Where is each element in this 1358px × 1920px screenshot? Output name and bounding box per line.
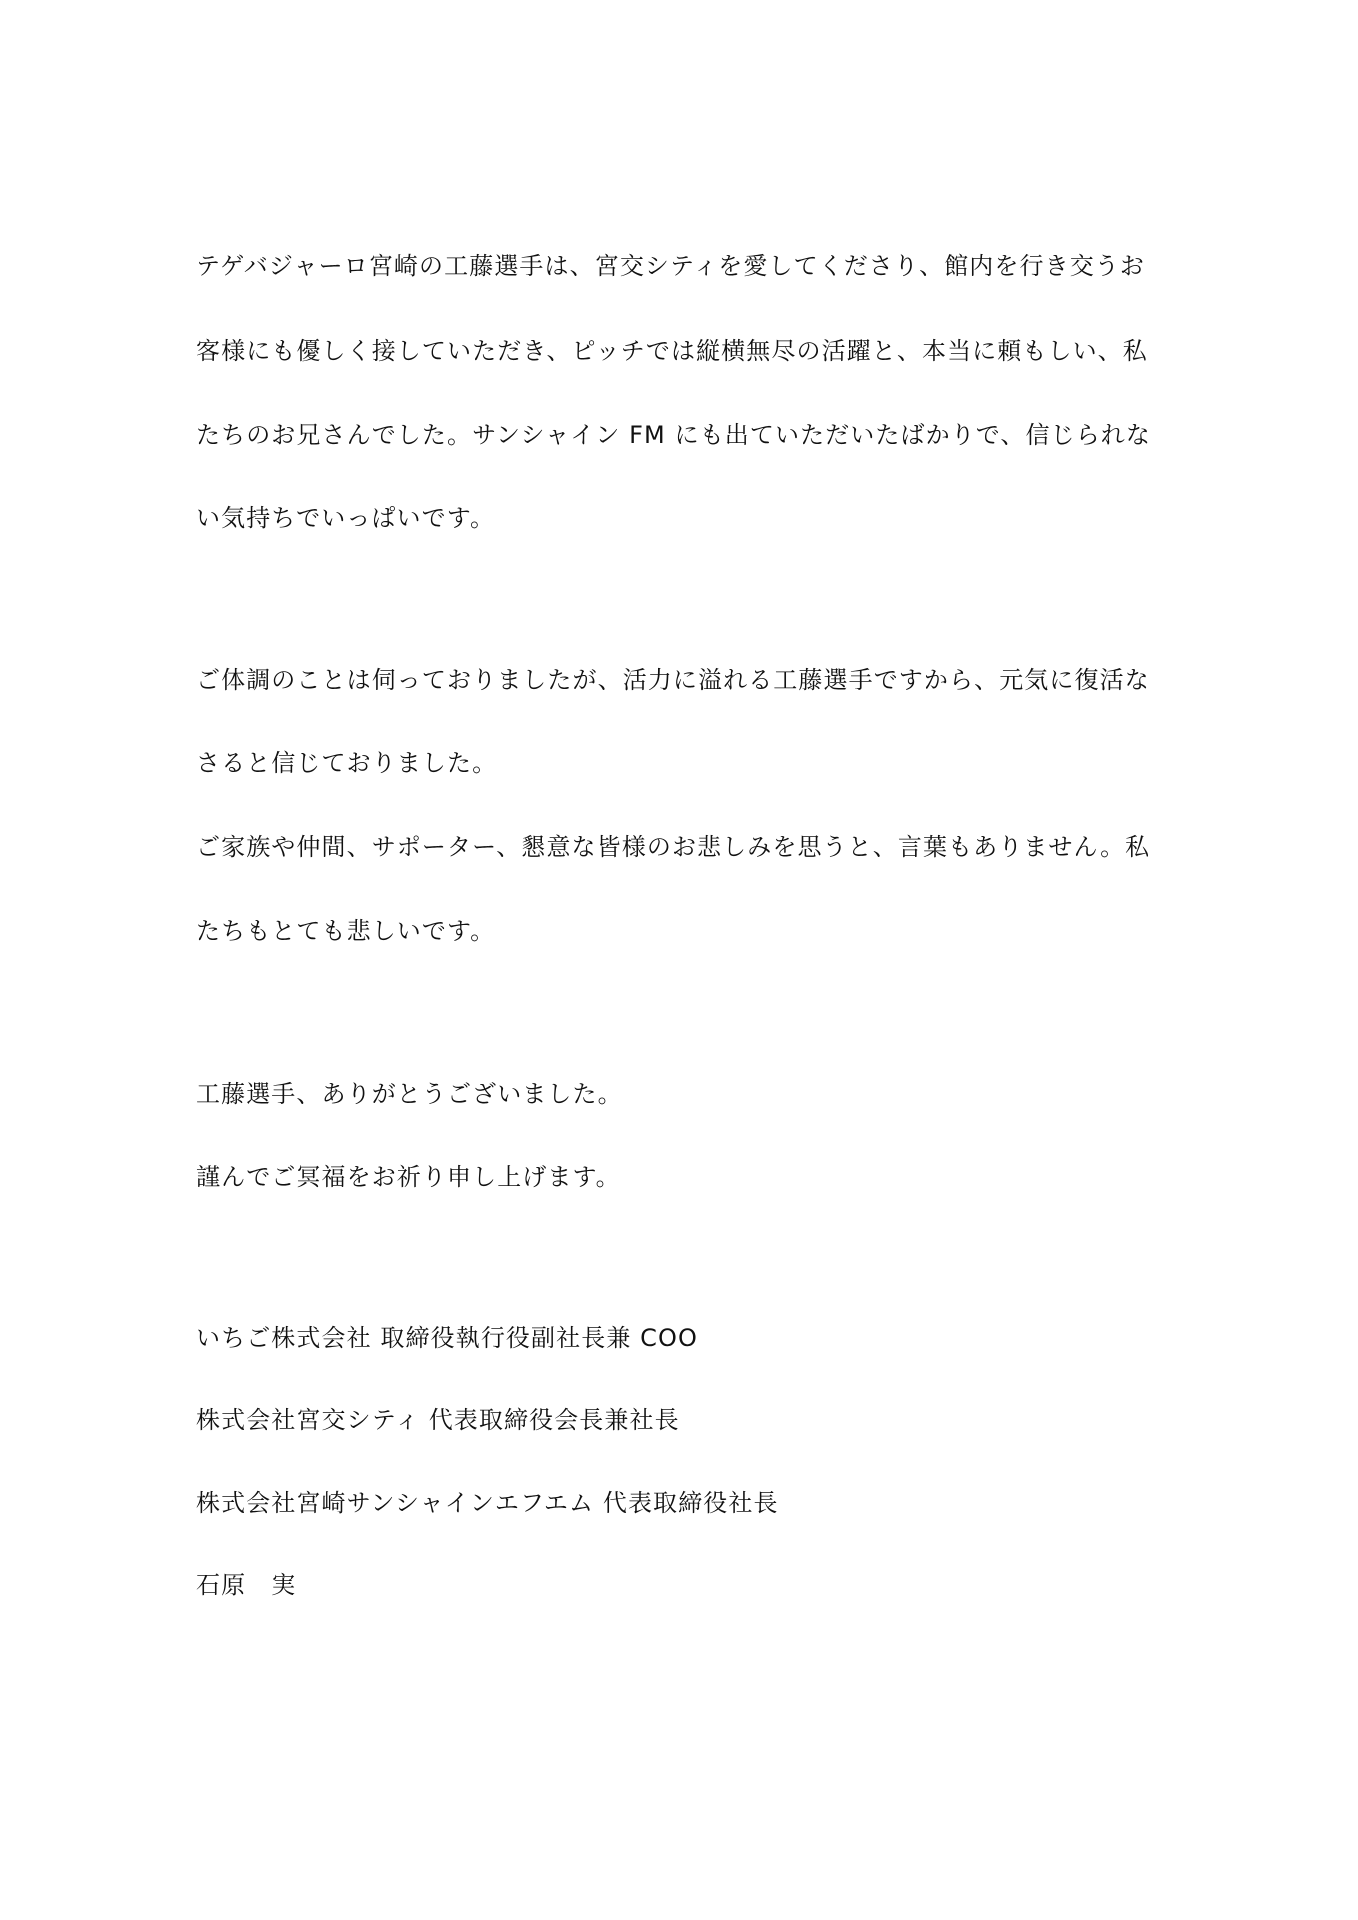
signature-company-3: 株式会社宮崎サンシャインエフエム 代表取締役社長 bbox=[196, 1489, 779, 1517]
paragraph-2-line-2: さると信じておりました。 bbox=[196, 749, 498, 777]
signature-company-1: いちご株式会社 取締役執行役副社長兼 COO bbox=[196, 1324, 698, 1352]
signature-company-2: 株式会社宮交シティ 代表取締役会長兼社長 bbox=[196, 1406, 680, 1434]
paragraph-2-line-4: たちもとても悲しいです。 bbox=[196, 917, 496, 945]
paragraph-2-line-3: ご家族や仲間、サポーター、懇意な皆様のお悲しみを思うと、言葉もありません。私 bbox=[196, 833, 1151, 861]
closing-line-2: 謹んでご冥福をお祈り申し上げます。 bbox=[196, 1163, 621, 1191]
closing-line-1: 工藤選手、ありがとうございました。 bbox=[196, 1080, 623, 1108]
paragraph-1-line-1: テゲバジャーロ宮崎の工藤選手は、宮交シティを愛してくださり、館内を行き交うお bbox=[196, 252, 1145, 280]
paragraph-2-line-1: ご体調のことは伺っておりましたが、活力に溢れる工藤選手ですから、元気に復活な bbox=[196, 666, 1150, 694]
signature-name: 石原 実 bbox=[196, 1571, 297, 1599]
paragraph-1-line-3: たちのお兄さんでした。サンシャイン FM にも出ていただいたばかりで、信じられな bbox=[196, 421, 1152, 449]
paragraph-1-line-2: 客様にも優しく接していただき、ピッチでは縦横無尽の活躍と、本当に頼もしい、私 bbox=[196, 337, 1148, 365]
paragraph-1-line-4: い気持ちでいっぱいです。 bbox=[196, 504, 496, 532]
